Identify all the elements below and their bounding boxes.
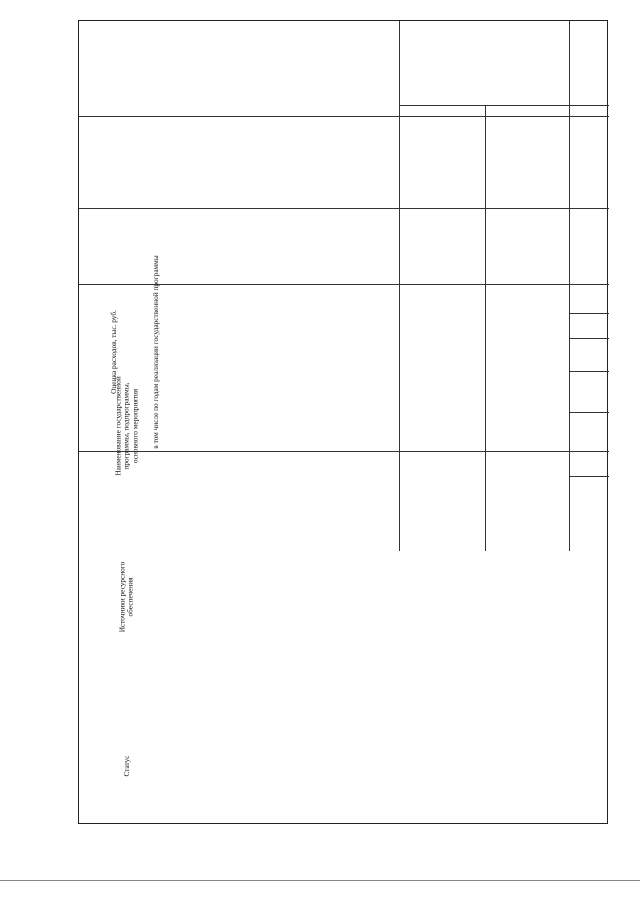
- column-divider: [399, 105, 400, 551]
- row-divider: [569, 476, 609, 477]
- name-header-text: Наименование государственной: [112, 376, 122, 476]
- row-divider: [569, 412, 609, 413]
- estimate-header-text: Оценка расходов, тыс. руб.: [108, 310, 118, 394]
- column-divider: [569, 105, 570, 551]
- row-divider: [569, 338, 609, 339]
- estimate-header: [79, 21, 149, 683]
- status-header-text: Статус: [121, 754, 131, 777]
- row-divider: [569, 371, 609, 372]
- name-header-text: программы, подпрограммы,: [121, 382, 131, 470]
- name-header-text: основного мероприятия: [129, 388, 139, 464]
- source-header-text: обеспечения: [125, 577, 135, 617]
- page-number: [44, 420, 58, 448]
- by-years-header: [149, 21, 163, 683]
- status-header: [79, 706, 174, 825]
- column-divider: [485, 105, 486, 551]
- budget-table: [78, 20, 608, 824]
- row-divider: [569, 313, 609, 314]
- years-header-line: [399, 105, 609, 106]
- footer-divider: [0, 880, 640, 881]
- by-years-header-text: в том числе по годам реализации государственной программы: [150, 255, 160, 449]
- source-header-text: Источники ресурсного: [117, 561, 127, 633]
